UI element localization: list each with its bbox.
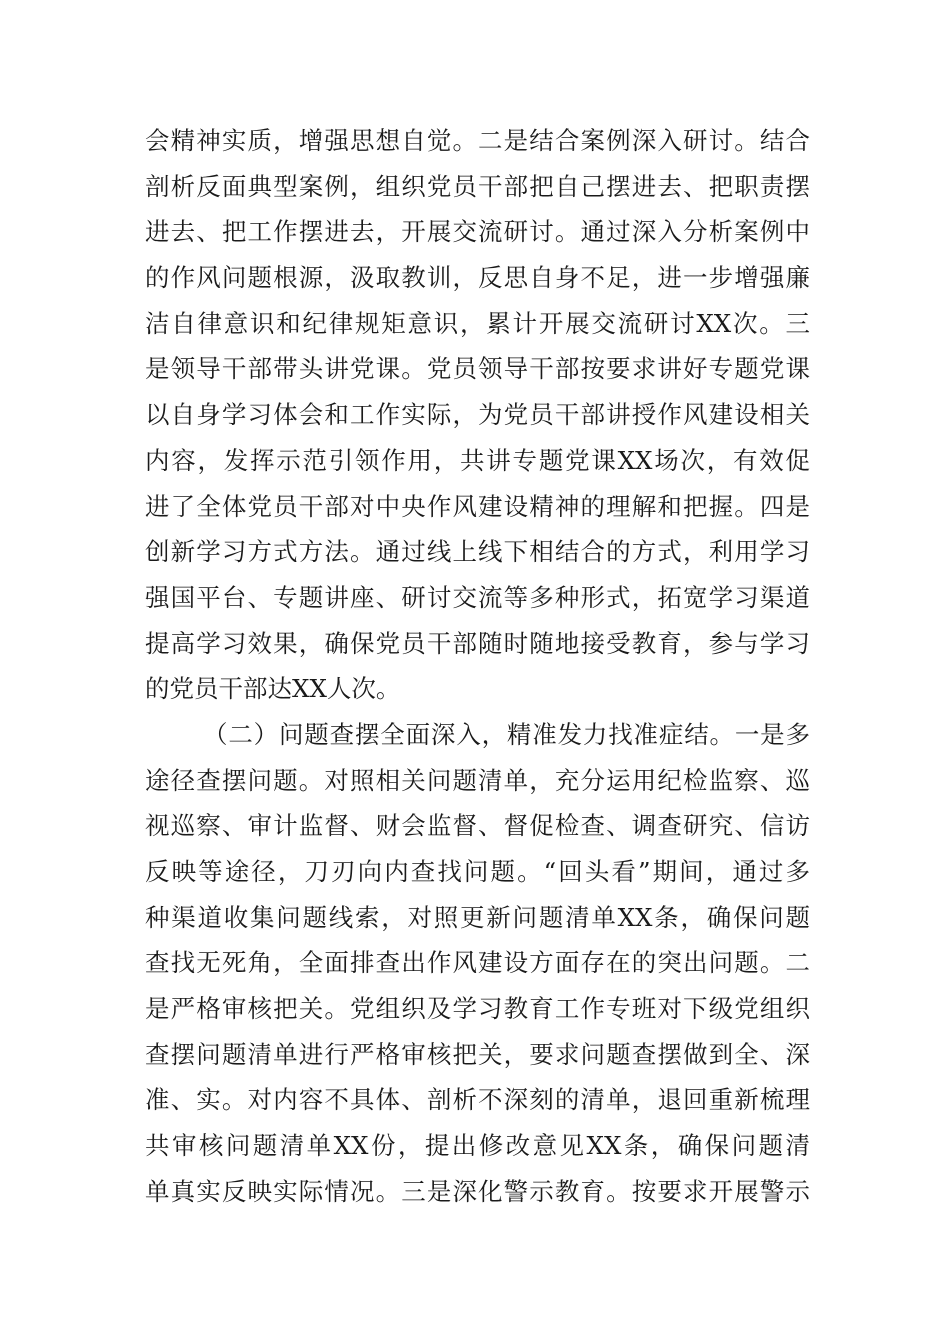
text-line: 创新学习方式方法。通过线上线下相结合的方式，利用学习 xyxy=(145,537,810,567)
text-line: 反映等途径，刀刃向内查找问题。“回头看”期间，通过多 xyxy=(145,857,810,886)
text-line: 查找无死角，全面排查出作风建设方面存在的突出问题。二 xyxy=(145,948,810,978)
text-line: 洁自律意识和纪律规矩意识，累计开展交流研讨XX次。三 xyxy=(145,308,810,338)
text-line: 共审核问题清单XX份，提出修改意见XX条，确保问题清 xyxy=(145,1131,810,1161)
text-line: 会精神实质，增强思想自觉。二是结合案例深入研讨。结合 xyxy=(145,126,810,155)
text-line: 视巡察、审计监督、财会监督、督促检查、调查研究、信访 xyxy=(145,811,810,841)
text-line: 是领导干部带头讲党课。党员领导干部按要求讲好专题党课 xyxy=(145,354,810,384)
text-line: 进去、把工作摆进去，开展交流研讨。通过深入分析案例中 xyxy=(145,217,810,247)
text-line: 是严格审核把关。党组织及学习教育工作专班对下级党组织 xyxy=(145,994,810,1024)
text-line: 以自身学习体会和工作实际，为党员干部讲授作风建设相关 xyxy=(145,400,810,430)
text-line: 种渠道收集问题线索，对照更新问题清单XX条，确保问题 xyxy=(145,902,810,932)
text-line: 强国平台、专题讲座、研讨交流等多种形式，拓宽学习渠道 xyxy=(145,582,810,612)
text-line: 准、实。对内容不具体、剖析不深刻的清单，退回重新梳理 xyxy=(145,1085,810,1115)
section-heading-line: （二）问题查摆全面深入，精准发力找准症结。一是多 xyxy=(203,719,810,749)
text-line: 进了全体党员干部对中央作风建设精神的理解和把握。四是 xyxy=(145,491,810,521)
body-text xyxy=(145,118,810,1215)
text-line: 单真实反映实际情况。三是深化警示教育。按要求开展警示 xyxy=(145,1176,810,1206)
text-line: 剖析反面典型案例，组织党员干部把自己摆进去、把职责摆 xyxy=(145,171,810,201)
text-line: 提高学习效果，确保党员干部随时随地接受教育，参与学习 xyxy=(145,628,810,658)
text-line: 途径查摆问题。对照相关问题清单，充分运用纪检监察、巡 xyxy=(145,765,810,795)
text-line: 的作风问题根源，汲取教训，反思自身不足，进一步增强廉 xyxy=(145,263,810,293)
text-line: 查摆问题清单进行严格审核把关，要求问题查摆做到全、深 xyxy=(145,1039,810,1069)
paragraph-end-line: 的党员干部达XX人次。 xyxy=(145,674,401,704)
text-line: 内容，发挥示范引领作用，共讲专题党课XX场次，有效促 xyxy=(145,445,810,475)
